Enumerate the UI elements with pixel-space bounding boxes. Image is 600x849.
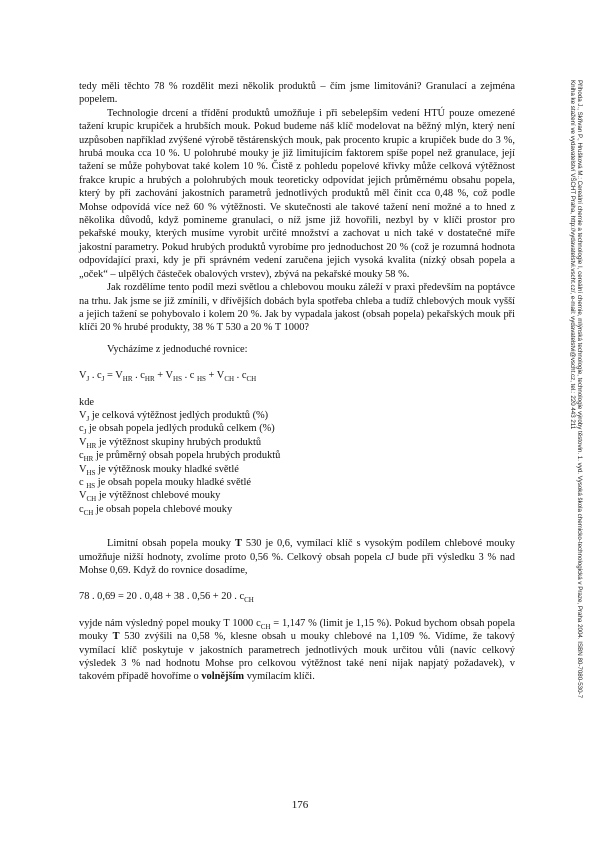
definition-item: c $_{HS}$ je obsah popela mouky hladké světlé [79,476,251,491]
equation-main: $V_J$ . $c_J = V_{HR}$ . $c_{HR} + V_{HS}$ . c $_{HS} + V_{CH}$ . $c_{CH}$ [79,370,257,384]
definition-item: $c_J$ je obsah popela jedlých produků celkem (%) [79,423,275,437]
definition-item: $V_{CH}$ je výtěžnost chlebové mouky [79,490,221,504]
definition-item: $c_{CH}$ je obsah popela chlebové mouky [79,503,233,517]
download-line: Kniha ke stažení ve vydavatelství VŠCHT Praha, http://vydavatelstvi.vscht.cz/, e-mail: vydavatelstvi@vscht.cz, tel.: 220 443 211 [568,80,576,430]
paragraph-6: vyjde nám výsledný popel mouky T 1000 $c_{CH} = 1,147$ % (limit je 1,15 %). Pokud bychom obsah popela mouky T 530 zvýšili na 0,58 %, klesne obsah u mouky chlebové na 1,109 %. Vidíme, že takový vymílací klíč poskytuje v jakostních parametrech jednotlivých mouk určitou vůli (navíc celkový výsledek 3 % nad hodnotu Mohse pro celkovou výtěžnost také není nijak napjatý požadavek), v takovém případě hovoříme o volnějším vymílacím klíči. [79,617,515,683]
page-number: 176 [291,799,309,811]
paragraph-4: Vycházíme z jednoduché rovnice: [107,343,248,355]
paragraph-3: Jak rozdělíme tento podíl mezi světlou a chlebovou mouku záleží v praxi především na poptávce na trhu. Jak jsme se již zmínili, v dřívějších dobách byla spotřeba chleba a tudíž chlebových mouk vyšší a jejich tažení se pohybovalo i kolem 20 %. Jak by vypadala jakost (obsah popela) pekařských mouk při klíči 20 % hrubé produkty, 38 % T 530 a 20 % T 1000? [79,282,515,334]
citation-line: Příhoda J., Skřivan P., Hrušková M.: Cereální chemie a technologie I, cereální chemie, mlýnská technologie, technologie výroby těstovin. 1. vyd. Vysoká škola chemicko-technologická v Praze, Praha 2004. ISBN 80-7080-530-7 [576,80,583,699]
body-text [79,80,515,684]
definition-item: $c_{HR}$ je průměrný obsah popela hrubých produktů [79,450,281,464]
paragraph-2: Technologie drcení a třídění produktů umožňuje i při sebelepším vedení HTÚ pouze omezené tažení krupic krupiček a hrubších mouk. Pokud budeme náš klíč modelovat na běžný mlýn, který není uzpůsoben například zvýšené výrobě těstárenských mouk, pak procento krupic a krupiček bude do 3 %, hrubá mouka cca 10 %. U polohrubé mouky je již limitujícím faktorem spíše popel než granulace, její tažení se může pohybovat také kolem 10 %. Čistě z pohledu popelové křivky může celková výtěžnost frakce krupic a hrubých a polohrubých mouk teoreticky odpovídat jejich průměrnému obsahu popela, který by při zachování jakostních parametrů jednotlivých produktů měl činit cca 0,48 %, což podle Mohse odpovídá více než 60 % výtěžnosti. Ve skutečnosti ale takové tažení není možné a to hned z několika důvodů, když pomineme granulaci, o níž jsme již hovořili, nezbyl by v klíči prostor pro pekařské mouky, kterých musíme vyrobit určité množství a zachovat u nich také v dostatečné míře jakostní parametry. Pokud hrubých produktů vyrobíme pro jednoduchost 20 % (což je rozumná hodnota odpovídající praxi, kdy je při správném vedení zaručena jejich vysoká kvalita (nízký obsah popela a „oček“ – ulpělých částeček obalových vrstev), zbývá na pekařské mouky 58 %. [79,107,515,280]
definition-item: $V_{HR}$ je výtěžnost skupiny hrubých produktů [79,436,262,450]
paragraph-5: Limitní obsah popela mouky T 530 je 0,6, vymílací klíč s vysokým podílem chlebové mouky umožňuje nižší hodnoty, zvolíme proto 0,56 %. Celkový obsah popela cJ bude při výsledku 3 % nad Mohse 0,69. Když do rovnice dosadíme, [79,538,515,576]
paragraph-1: tedy měli těchto 78 % rozdělit mezi několik produktů – čím jsme limitováni? Granulací a zejména popelem. [79,81,515,106]
where-label: kde [79,396,95,408]
definition-item: $V_J$ je celková výtěžnost jedlých produktů (%) [79,409,269,424]
equation-substituted: 78 . 0,69 = 20 . 0,48 + 38 . 0,56 + 20 . $c_{CH}$ [79,591,254,605]
definition-item: $V_{HS}$ je výtěžnosk mouky hladké světlé [79,463,239,477]
variable-definitions [79,409,515,516]
citation-sidebar [568,80,583,840]
